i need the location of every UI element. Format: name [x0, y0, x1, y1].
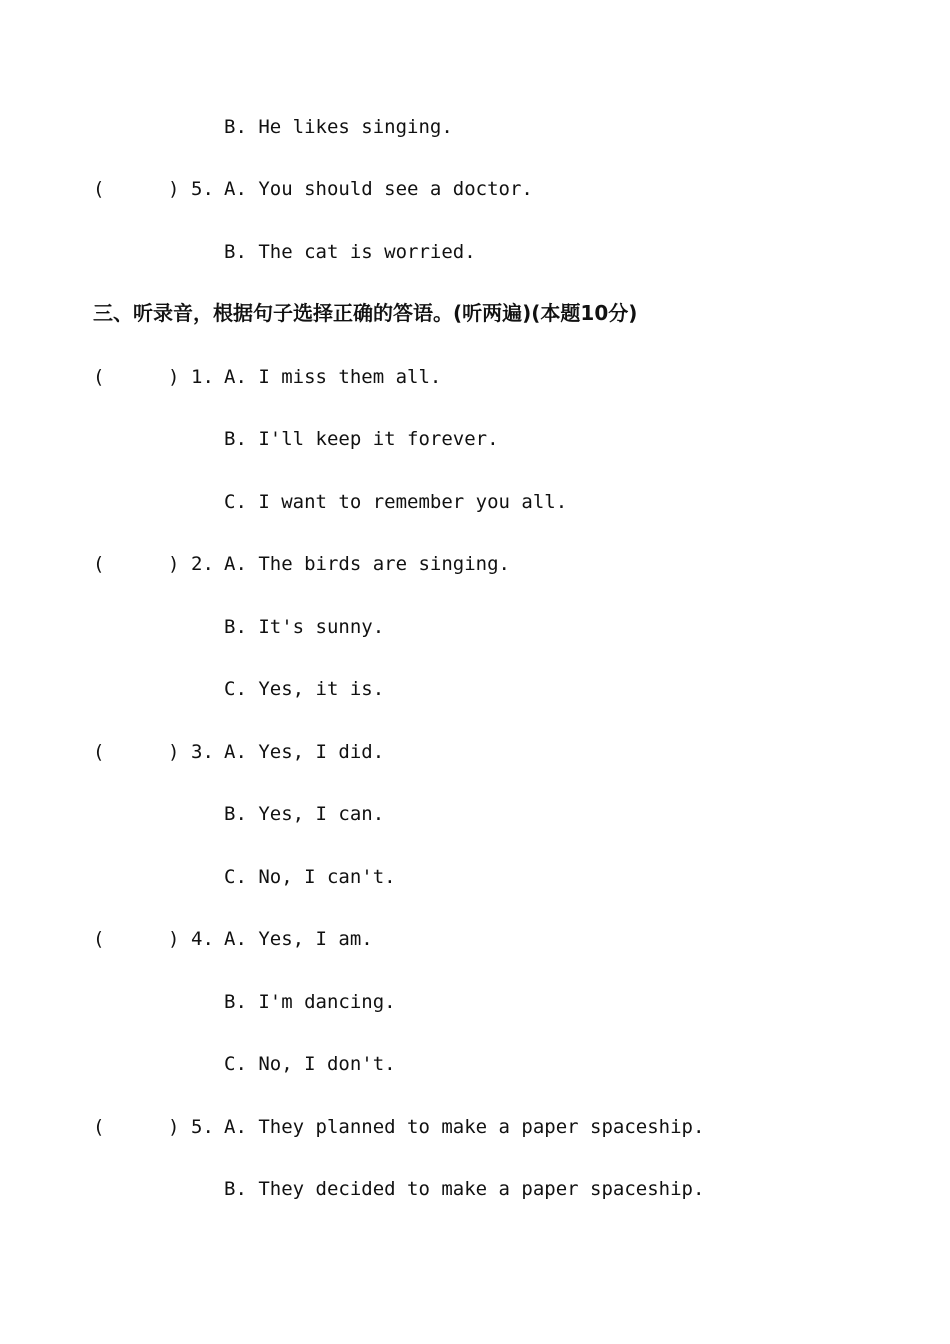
question-number: 5.: [191, 178, 214, 200]
answer-blank-close: ): [168, 928, 180, 950]
option-b: B. I'll keep it forever.: [224, 428, 499, 450]
answer-blank-close: ): [168, 741, 180, 763]
answer-blank-open[interactable]: (: [93, 553, 105, 575]
question-number: 5.: [191, 1116, 214, 1138]
question-number: 2.: [191, 553, 214, 575]
option-b: B. They decided to make a paper spaceship.: [224, 1178, 705, 1200]
question-number: 1.: [191, 366, 214, 388]
option-b: B. I'm dancing.: [224, 991, 396, 1013]
option-b: B. He likes singing.: [224, 116, 453, 138]
option-a: A. The birds are singing.: [224, 553, 510, 575]
section-heading: 三、听录音，根据句子选择正确的答语。(听两遍)(本题10分): [93, 301, 638, 325]
option-a: A. Yes, I am.: [224, 928, 373, 950]
question-number: 4.: [191, 928, 214, 950]
option-c: C. I want to remember you all.: [224, 491, 568, 513]
answer-blank-close: ): [168, 366, 180, 388]
option-b: B. Yes, I can.: [224, 803, 385, 825]
answer-blank-open[interactable]: (: [93, 178, 105, 200]
option-c: C. No, I don't.: [224, 1053, 396, 1075]
answer-blank-open[interactable]: (: [93, 366, 105, 388]
question-number: 3.: [191, 741, 214, 763]
option-a: A. They planned to make a paper spaceship.: [224, 1116, 705, 1138]
option-c: C. Yes, it is.: [224, 678, 385, 700]
option-b: B. The cat is worried.: [224, 241, 476, 263]
option-c: C. No, I can't.: [224, 866, 396, 888]
answer-blank-close: ): [168, 1116, 180, 1138]
option-a: A. You should see a doctor.: [224, 178, 533, 200]
answer-blank-open[interactable]: (: [93, 741, 105, 763]
answer-blank-close: ): [168, 178, 180, 200]
answer-blank-close: ): [168, 553, 180, 575]
option-a: A. Yes, I did.: [224, 741, 385, 763]
option-b: B. It's sunny.: [224, 616, 385, 638]
answer-blank-open[interactable]: (: [93, 1116, 105, 1138]
option-a: A. I miss them all.: [224, 366, 442, 388]
answer-blank-open[interactable]: (: [93, 928, 105, 950]
